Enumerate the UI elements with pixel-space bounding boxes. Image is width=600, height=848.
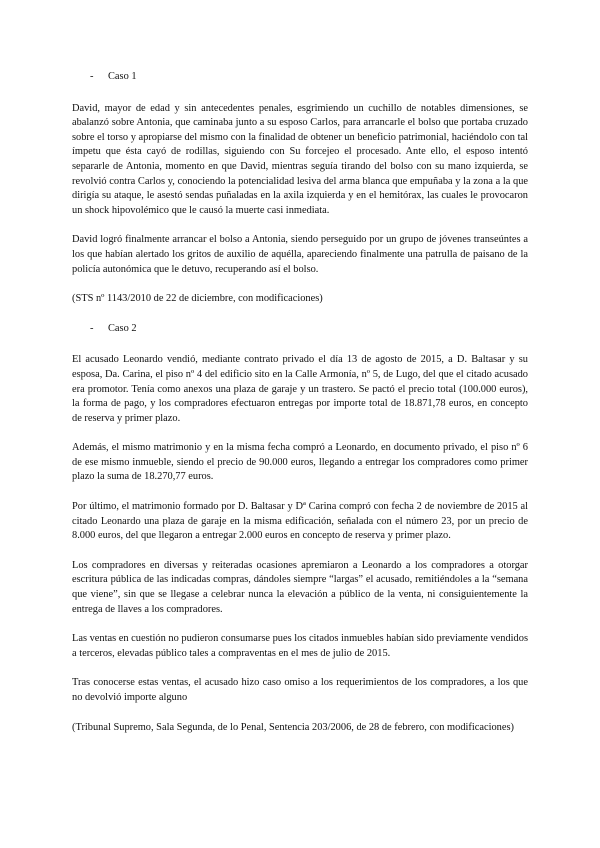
case-1-citation: (STS nº 1143/2010 de 22 de diciembre, con modificaciones) [72, 293, 323, 305]
case-2-paragraph: Los compradores en diversas y reiteradas ocasiones apremiaron a Leonardo a los compradores a otorgar escritura pública de las indicadas compras, dándoles siempre “largas” el acusado, remitiéndoles a la “semana que viene”, sin que se llegase a celebrar nunca la elevación a público de la venta, ni consiguientemente la entrega de llaves a los compradores. [72, 559, 528, 615]
bullet-dash: - [90, 322, 94, 334]
document-body [72, 70, 528, 750]
case-1-title: Caso 1 [108, 71, 137, 82]
case-2-paragraph: Además, el mismo matrimonio y en la misma fecha compró a Leonardo, en documento privado, el piso nº 6 de ese mismo inmueble, siendo el precio de 90.000 euros, llegando a entregar los compradores como primer plazo la suma de 18.270,77 euros. [72, 442, 528, 483]
case-1-paragraph: David logró finalmente arrancar el bolso a Antonia, siendo perseguido por un grupo de jóvenes transeúntes a los que habían alertado los gritos de auxilio de aquélla, apareciendo finalmente una patrulla de paisano de la policía autonómica que le detuvo, recuperando así el bolso. [72, 234, 528, 275]
case-2-heading [72, 322, 528, 337]
case-2-citation: (Tribunal Supremo, Sala Segunda, de lo Penal, Sentencia 203/2006, de 28 de febrero, con modificaciones) [72, 721, 514, 733]
case-2-paragraph: Por último, el matrimonio formado por D. Baltasar y Dª Carina compró con fecha 2 de noviembre de 2015 al citado Leonardo una plaza de garaje en la misma edificación, señalada con el número 23, por un precio de 8.000 euros, del que llegaron a entregar 2.000 euros en concepto de reserva y primer plazo. [72, 501, 528, 542]
case-2-paragraph: El acusado Leonardo vendió, mediante contrato privado el día 13 de agosto de 2015, a D. Baltasar y su esposa, Da. Carina, el piso nº 4 del edificio sito en la Calle Armonía, nº 5, de Lugo, del que el citado acusado era promotor. Tenía como anexos una plaza de garaje y un trastero. Se pactó el precio total (100.000 euros), la forma de pago, y los compradores efectuaron entregas por importe total de 18.871,78 euros, en concepto de reserva y primer plazo. [72, 354, 528, 424]
case-1-paragraph: David, mayor de edad y sin antecedentes penales, esgrimiendo un cuchillo de notables dimensiones, se abalanzó sobre Antonia, que caminaba junto a su esposo Carlos, para arrancarle el bolso que portaba cruzado sobre el torso y apropiarse del mismo con la finalidad de obtener un beneficio patrimonial, haciéndolo con tal ímpetu que ésta cayó de rodillas, siguiendo con Su forcejeo el procesado. Ante ello, el esposo intentó separarle de Antonia, momento en que David, mientras seguía tirando del bolso con su mano izquierda, se revolvió contra Carlos y, conociendo la potencialidad lesiva del arma blanca que empuñaba y la zona a la que dirigía su ataque, le asestó sendas puñaladas en la axila izquierda y en el hemitórax, las cuales le provocaron un shock hipovolémico que le causó la muerte casi inmediata. [72, 102, 528, 216]
case-1-heading [72, 70, 528, 85]
case-2-title: Caso 2 [108, 322, 137, 334]
case-2-paragraph: Las ventas en cuestión no pudieron consumarse pues los citados inmuebles habían sido previamente vendidos a terceros, elevadas público tales a compraventas en el mes de julio de 2015. [72, 633, 528, 659]
bullet-dash: - [90, 71, 94, 82]
case-2-paragraph: Tras conocerse estas ventas, el acusado hizo caso omiso a los requerimientos de los compradores, a los que no devolvió importe alguno [72, 677, 528, 703]
